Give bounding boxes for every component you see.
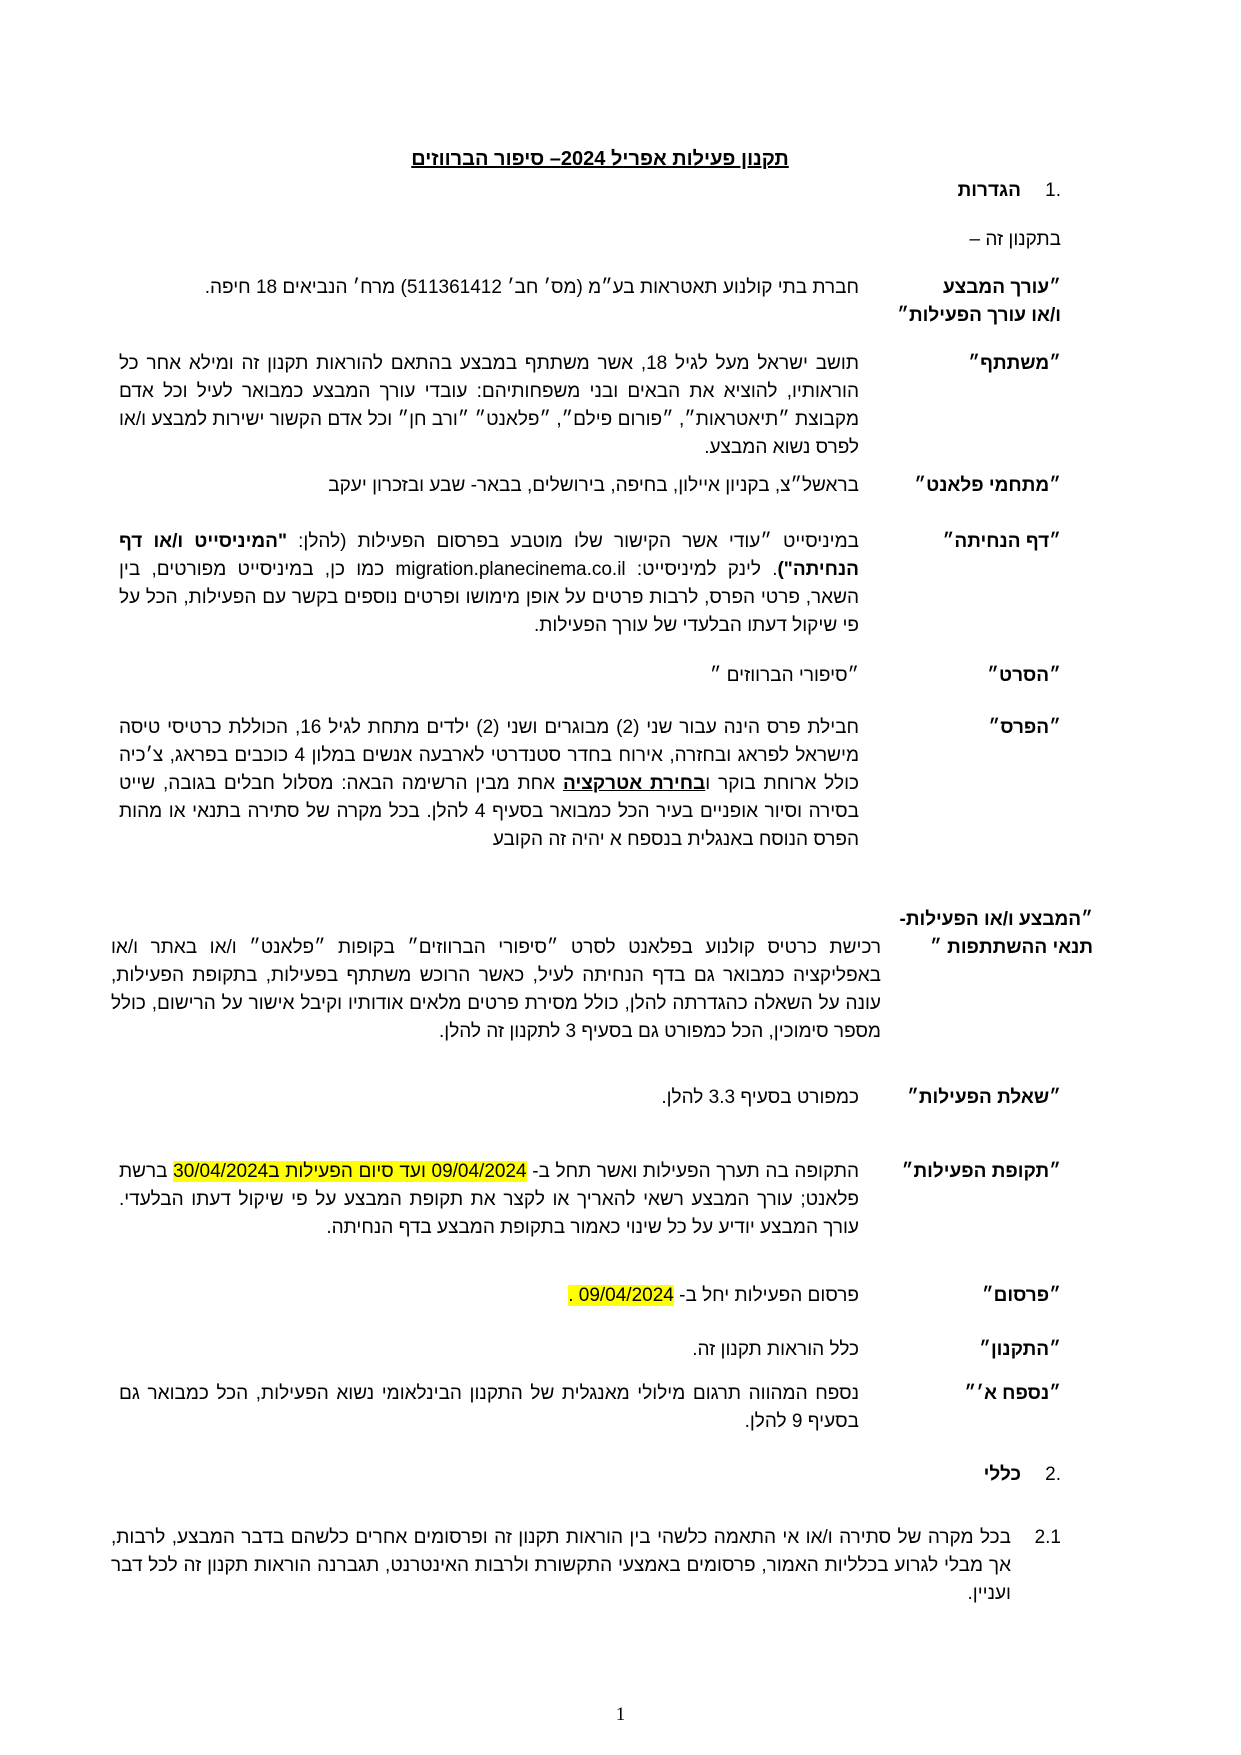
definition-term: ״פרסום״	[981, 1285, 1061, 1306]
definition-term: ״הסרט״	[987, 665, 1061, 686]
document-title: תקנון פעילות אפריל 2024– סיפור הברווזים	[411, 148, 789, 170]
clause-number: 2.1	[1034, 1527, 1061, 1548]
term-line-1: ״עורך המבצע	[942, 277, 1061, 298]
definition-text	[119, 714, 859, 854]
text-part: פרסום הפעילות יחל ב-	[673, 1285, 859, 1306]
clause-text: בכל מקרה של סתירה ו/או אי התאמה כלשהי בין הוראות תקנון זה ופרסומים אחרים כלשהם בדבר המבצע, לרבות, אך מבלי לגרוע בכלליות האמור, פרסומים באמצעי התקשורת ולרבות האינטרנט, תגברנה הוראות תקנון זה לכל דבר ועניין.	[111, 1527, 1011, 1604]
page-number: 1	[615, 1704, 626, 1725]
definition-term: ״נספח א׳״	[964, 1383, 1061, 1404]
highlighted-date: 09/04/2024 .	[568, 1285, 674, 1306]
text-underlined: בחירת אטרקציה	[563, 773, 706, 794]
text-part: אחת מבין הרשימה הבאה: מסלול חבלים בגובה, שייט בסירה וסיור אופניים בעיר הכל כמבואר בסעיף 4 להלן. בכל מקרה של סתירה בתנאי או מהות הפרס הנוסח באנגלית בנספח א יהיה זה הקובע	[119, 773, 859, 850]
section-number: .1	[1045, 180, 1061, 201]
section-heading-general	[984, 1464, 1061, 1486]
definition-text: תושב ישראל מעל לגיל 18, אשר משתתף במבצע בהתאם להוראות תקנון זה ומילא אחר כל הוראותיו, להוציא את הבאים ובני משפחותיהם: עובדי עורך המבצע כמבואר לעיל וכל אדם מקבוצת ״תיאטראות״, ״פורום פילם״, ״פלאנט״ ״ורב חן״ וכל אדם הקשור ישירות למבצע ו/או לפרס נשוא המבצע.	[119, 353, 859, 458]
text-part: התקופה בה תערך הפעילות ואשר תחל ב-	[526, 1161, 859, 1182]
text-part: ברשת פלאנט; עורך המבצע רשאי להאריך או לקצר את תקופת המבצע על פי שיקול דעתו הבלעדי. עורך המבצע יודיע על כל שינוי כאמור בתקופת המבצע בדף הנחיתה.	[119, 1161, 859, 1238]
definition-term: ״שאלת הפעילות״	[907, 1087, 1061, 1108]
definition-text	[119, 1282, 859, 1310]
definition-text: בראשל״צ, בקניון איילון, בחיפה, בירושלים, בבאר- שבע ובזכרון יעקב	[328, 475, 859, 496]
definition-term: ״הפרס״	[988, 717, 1061, 738]
definition-text: רכישת כרטיס קולנוע בפלאנט לסרט ״סיפורי הברווזים״ בקופות ״פלאנט״ ו/או באתר ו/או באפליקציה כמבואר גם בדף הנחיתה לעיל, כאשר הרוכש משתתף בפעילות, בתקופת הפעילות, עונה על השאלה כהגדרתה להלן, כולל מסירת פרטים מלאים אודותיו וקיבל אישור על הרישום, כולל מספר סימוכין, הכל כמפורט גם בסעיף 3 לתקנון זה להלן.	[111, 937, 881, 1042]
section-label: הגדרות	[957, 180, 1021, 201]
definition-term: ״מתחמי פלאנט״	[914, 475, 1061, 496]
term-line-1: ״המבצע ו/או הפעילות-	[899, 909, 1093, 930]
section-heading-definitions	[958, 180, 1061, 202]
definition-text	[119, 528, 859, 640]
definition-text: כמפורט בסעיף 3.3 להלן.	[661, 1087, 859, 1108]
section-label: כללי	[983, 1464, 1021, 1485]
text-part: חבילת פרס הינה עבור שני (2) מבוגרים ושני (2) ילדים מתחת לגיל 16, הכוללת כרטיסי טיסה מישראל לפראג ובחזרה, אירוח בחדר סטנדרטי לארבעה אנשים במלון 4 כוכבים בפראג, צ׳כיה כולל ארוחת בוקר ו	[119, 717, 859, 794]
definition-text: כלל הוראות תקנון זה.	[692, 1339, 859, 1360]
highlighted-dates: 09/04/2024 ועד סיום הפעילות ב30/04/2024	[173, 1161, 527, 1182]
definition-term: ״דף הנחיתה״	[942, 531, 1061, 552]
definition-text: חברת בתי קולנוע תאטראות בע״מ (מס׳ חב׳ 511361412) מרח׳ הנביאים 18 חיפה.	[204, 277, 859, 298]
text-part: במיניסייט ״עודי אשר הקישור שלו מוטבע בפרסום הפעילות (להלן:	[287, 531, 859, 552]
term-line-2: תנאי ההשתתפות ״	[930, 937, 1093, 958]
term-line-2: ו/או עורך הפעילות״	[897, 305, 1061, 326]
intro-text: בתקנון זה –	[969, 229, 1061, 250]
definition-term: ״משתתף״	[968, 353, 1061, 374]
definition-text: ״סיפורי הברווזים ״	[709, 665, 859, 686]
section-number: .2	[1045, 1464, 1061, 1485]
text-part: . לינק למיניסייט: migration.planecinema.co.il כמו כן, במיניסייט מפורטים, בין השאר, פרטי הפרס, לרבות פרטים על אופן מימושו ופרטים נוספים בקשר עם הפעילות, הכל על פי שיקול דעתו הבלעדי של עורך הפעילות.	[119, 559, 859, 636]
definition-text: נספח המהווה תרגום מילולי מאנגלית של התקנון הבינלאומי נשוא הפעילות, הכל כמבואר גם בסעיף 9 להלן.	[119, 1383, 859, 1432]
definition-term: ״התקנון״	[979, 1339, 1061, 1360]
definition-term: ״תקופת הפעילות״	[901, 1161, 1061, 1182]
text-bold: "המיניסייט ו/או דף הנחיתה")	[119, 531, 859, 580]
definition-text	[119, 1158, 859, 1242]
